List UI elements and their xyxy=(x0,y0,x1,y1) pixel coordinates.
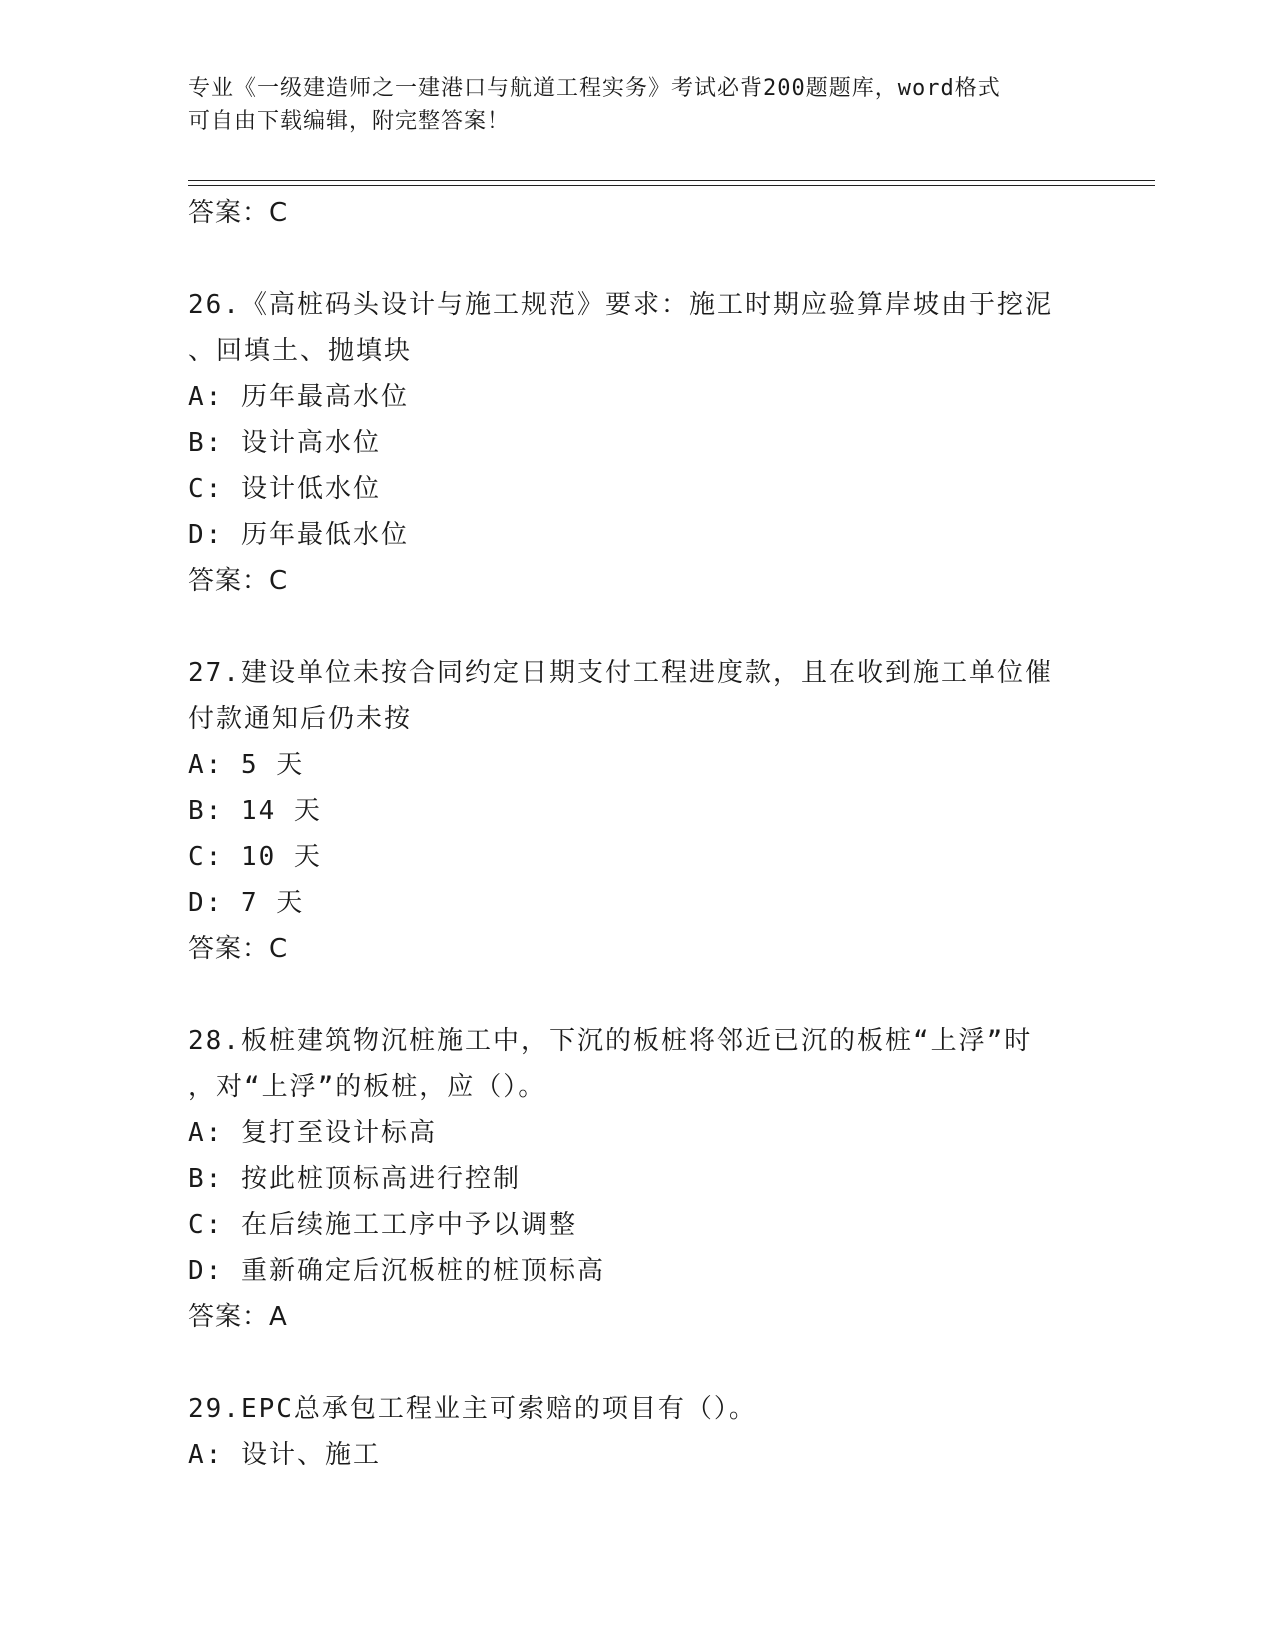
option-d: D: 重新确定后沉板桩的桩顶标高 xyxy=(188,1256,605,1286)
header-line-1: 专业《一级建造师之一建港口与航道工程实务》考试必背200题题库，word格式 xyxy=(188,76,1001,101)
option-a: A: 历年最高水位 xyxy=(188,382,409,412)
question-stem: 26.《高桩码头设计与施工规范》要求：施工时期应验算岸坡由于挖泥 xyxy=(188,290,1053,320)
option-c: C: 在后续施工工序中予以调整 xyxy=(188,1210,577,1240)
header-divider-bottom xyxy=(188,185,1155,186)
question-28 xyxy=(188,1018,1088,1340)
question-stem-continued: 、回填土、抛填块 xyxy=(188,336,413,366)
option-d: D: 7 天 xyxy=(188,888,305,918)
option-b: B: 设计高水位 xyxy=(188,428,381,458)
spacer xyxy=(188,1340,1088,1386)
spacer xyxy=(188,604,1088,650)
question-26 xyxy=(188,282,1088,604)
header-divider-top xyxy=(188,180,1155,181)
question-stem: 29.EPC总承包工程业主可索赔的项目有（）。 xyxy=(188,1394,757,1424)
option-c: C: 10 天 xyxy=(188,842,322,872)
option-a: A: 5 天 xyxy=(188,750,305,780)
question-27 xyxy=(188,650,1088,972)
question-stem-continued: 付款通知后仍未按 xyxy=(188,704,413,734)
answer-line: 答案：C xyxy=(188,934,289,964)
spacer xyxy=(188,972,1088,1018)
question-stem: 28.板桩建筑物沉桩施工中，下沉的板桩将邻近已沉的板桩“上浮”时 xyxy=(188,1026,1033,1056)
question-29 xyxy=(188,1386,1088,1478)
answer-line: 答案：A xyxy=(188,1302,288,1332)
option-c: C: 设计低水位 xyxy=(188,474,381,504)
question-stem: 27.建设单位未按合同约定日期支付工程进度款，且在收到施工单位催 xyxy=(188,658,1053,688)
header-line-2: 可自由下载编辑，附完整答案！ xyxy=(188,109,511,134)
option-a: A: 设计、施工 xyxy=(188,1440,381,1470)
answer-line: 答案：C xyxy=(188,198,289,228)
question-stem-continued: ，对“上浮”的板桩，应（）。 xyxy=(188,1072,547,1102)
option-a: A: 复打至设计标高 xyxy=(188,1118,437,1148)
question-list xyxy=(188,190,1088,1478)
document-header xyxy=(188,72,1088,138)
option-b: B: 按此桩顶标高进行控制 xyxy=(188,1164,521,1194)
option-b: B: 14 天 xyxy=(188,796,322,826)
spacer xyxy=(188,236,1088,282)
answer-line: 答案：C xyxy=(188,566,289,596)
option-d: D: 历年最低水位 xyxy=(188,520,409,550)
